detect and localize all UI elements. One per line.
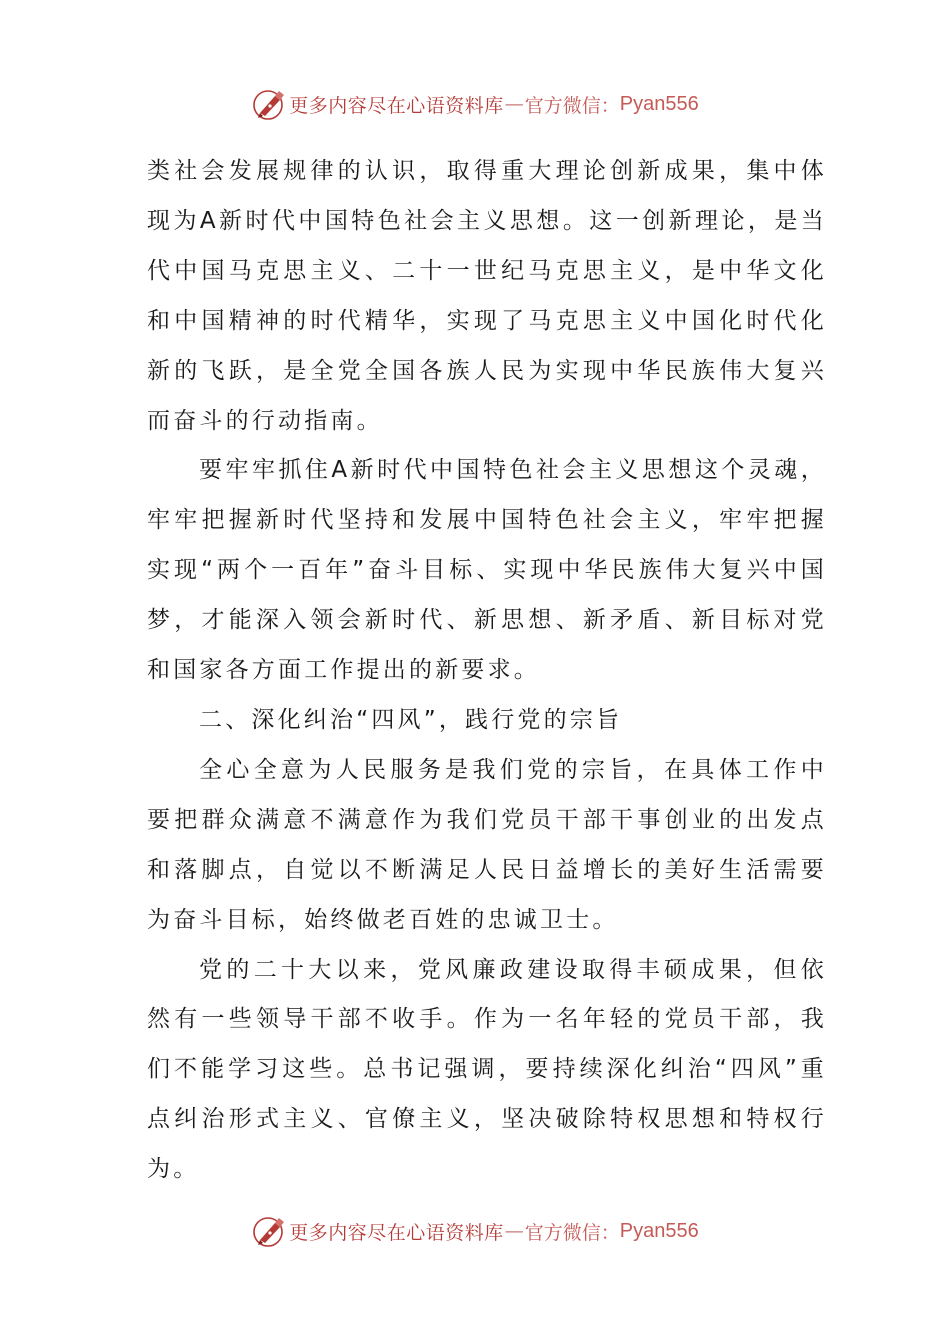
document-body — [147, 147, 827, 1195]
watermark-wechat-id: Pyan556 — [619, 92, 699, 115]
paragraph: 全心全意为人民服务是我们党的宗旨，在具体工作中要把群众满意不满意作为我们党员干部干事创业的出发点和落脚点，自觉以不断满足人民日益增长的美好生活需要为奋斗目标，始终做老百姓的忠诚卫士。 — [147, 756, 827, 933]
watermark-separator: — — [504, 93, 524, 115]
watermark-wechat-label: 官方微信： — [524, 1221, 620, 1244]
header-watermark — [0, 84, 950, 124]
pen-nib-icon — [251, 1213, 287, 1249]
watermark-wechat-id: Pyan556 — [619, 1219, 699, 1242]
paragraph: 党的二十大以来，党风廉政建设取得丰硕成果，但依然有一些领导干部不收手。作为一名年轻的党员干部，我们不能学习这些。总书记强调，要持续深化纠治“四风”重点纠治形式主义、官僚主义，坚决破除特权思想和特权行为。 — [147, 956, 827, 1183]
pen-nib-icon — [251, 86, 287, 122]
paragraph: 要牢牢抓住A新时代中国特色社会主义思想这个灵魂，牢牢把握新时代坚持和发展中国特色社会主义，牢牢把握实现“两个一百年”奋斗目标、实现中华民族伟大复兴中国梦，才能深入领会新时代、新思想、新矛盾、新目标对党和国家各方面工作提出的新要求。 — [147, 457, 827, 684]
watermark-separator: — — [504, 1220, 524, 1242]
paragraph-continued: 类社会发展规律的认识，取得重大理论创新成果，集中体现为A新时代中国特色社会主义思想。这一创新理论，是当代中国马克思主义、二十一世纪马克思主义，是中华文化和中国精神的时代精华，实现了马克思主义中国化时代化新的飞跃，是全党全国各族人民为实现中华民族伟大复兴而奋斗的行动指南。 — [147, 158, 827, 434]
section-heading: 二、深化纠治“四风”，践行党的宗旨 — [199, 706, 623, 733]
footer-watermark — [0, 1211, 950, 1251]
watermark-wechat-label: 官方微信： — [524, 94, 620, 117]
watermark-brand-text: 更多内容尽在心语资料库 — [289, 94, 504, 117]
watermark-brand-text: 更多内容尽在心语资料库 — [289, 1221, 504, 1244]
